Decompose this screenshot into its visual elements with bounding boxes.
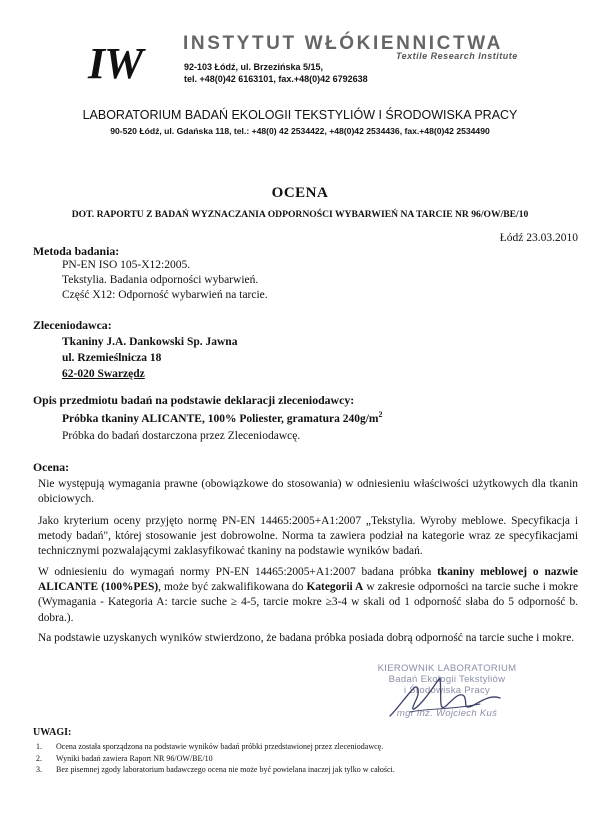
assessment-p3-part: W odniesieniu do wymagań normy PN-EN 14465:2005+A1:2007 badana próbka <box>38 566 438 578</box>
client-name: Tkaniny J.A. Dankowski Sp. Jawna <box>62 336 238 348</box>
assessment-paragraph-1: Nie występują wymagania prawne (obowiązkowe do stosowania) w odniesieniu właściwości użytkowych dla tkanin obiciowych. <box>38 478 578 506</box>
method-block <box>62 258 268 303</box>
institute-name: INSTYTUT WŁÓKIENNICTWA <box>183 33 504 54</box>
lab-address: 90-520 Łódź, ul. Gdańska 118, tel.: +48(0) 42 2534422, +48(0)42 2534436, fax.+48(0)42 2534490 <box>110 126 490 136</box>
document-subtitle: DOT. RAPORTU Z BADAŃ WYZNACZANIA ODPORNOŚCI WYBARWIEŃ NA TARCIE NR 96/OW/BE/10 <box>71 209 529 220</box>
assessment-paragraph-2: Jako kryterium oceny przyjęto normę PN-EN 14465:2005+A1:2007 „Tekstylia. Wyroby meblowe. Specyfikacja i metody badań", której stosowanie jest dobrowolne. Norma ta zawiera podział na kategorie wraz ze specyfikacjami technicznymi pozwalającymi zaklasyfikować tkaniny na podstawie wyników badań. <box>38 515 578 558</box>
client-heading: Zleceniodawca: <box>33 318 112 332</box>
client-block <box>62 334 237 382</box>
note-item: 3. Bez pisemnej zgody laboratorium badawczego ocena nie może być powielana inaczej jak tylko w całości. <box>36 765 395 774</box>
subject-delivery: Próbka do badań dostarczona przez Zleceniodawcę. <box>62 430 301 442</box>
stamp-line: KIEROWNIK LABORATORIUM <box>377 663 517 674</box>
assessment-p3-part: w zakresie odporności na tarcie suche i mokre (Wymagania - Kategoria A: tarcie suche ≥ 4-5, tarcie mokre ≥3-4 w skali od 1 odporność słaba do 5 odporność b. dobra.). <box>38 581 578 624</box>
assessment-p3-part: , może być zakwalifikowana do <box>158 581 307 594</box>
subject-heading: Opis przedmiotu badań na podstawie deklaracji zleceniodawcy: <box>33 393 355 407</box>
institute-address: 92-103 Łódź, ul. Brzezińska 5/15, <box>184 62 324 72</box>
stamp-signatory: mgr inż. Wojciech Kuś <box>396 708 498 719</box>
subject-sample <box>62 407 382 427</box>
note-item: 2. Wyniki badań zawiera Raport NR 96/OW/BE/10 <box>36 753 213 763</box>
notes-list <box>36 741 395 776</box>
subject-sample-text: Próbka tkaniny ALICANTE, 100% Poliester, gramatura 240g/m <box>62 412 379 425</box>
client-street: ul. Rzemieślnicza 18 <box>62 352 162 364</box>
method-heading: Metoda badania: <box>33 244 120 258</box>
method-line: PN-EN ISO 105-X12:2005. <box>62 259 191 271</box>
handwritten-signature <box>380 668 530 728</box>
assessment-paragraph-3 <box>38 565 578 626</box>
lab-name: LABORATORIUM BADAŃ EKOLOGII TEKSTYLIÓW I ŚRODOWISKA PRACY <box>82 108 518 122</box>
institute-logo: IW <box>88 39 143 88</box>
subject-sample-sup: 2 <box>378 410 383 419</box>
notes-heading: UWAGI: <box>33 727 72 738</box>
institute-subtitle: Textile Research Institute <box>396 51 518 61</box>
method-line: Część X12: Odporność wybarwień na tarcie. <box>62 289 268 301</box>
assessment-p3-category: Kategorii A <box>306 581 364 594</box>
document-date: Łódź 23.03.2010 <box>499 232 578 244</box>
client-city: 62-020 Swarzędz <box>62 368 145 380</box>
document-title: OCENA <box>271 185 329 201</box>
assessment-heading: Ocena: <box>33 460 70 474</box>
assessment-paragraph-4: Na podstawie uzyskanych wyników stwierdzono, że badana próbka posiada dobrą odporność na tarcie suche i mokre. <box>38 632 575 644</box>
stamp-line: Badań Ekologii Tekstyliów <box>388 674 506 685</box>
method-line: Tekstylia. Badania odporności wybarwień. <box>62 274 259 286</box>
note-item: 1. Ocena została sporządzona na podstawie wyników badań próbki przedstawionej przez zleceniodawcę. <box>36 742 384 751</box>
assessment-p3-product: tkaniny meblowej o nazwie ALICANTE (100%PES) <box>38 566 578 594</box>
institute-phone: tel. +48(0)42 6163101, fax.+48(0)42 6792638 <box>184 74 368 84</box>
stamp-line: i Środowiska Pracy <box>403 685 491 696</box>
